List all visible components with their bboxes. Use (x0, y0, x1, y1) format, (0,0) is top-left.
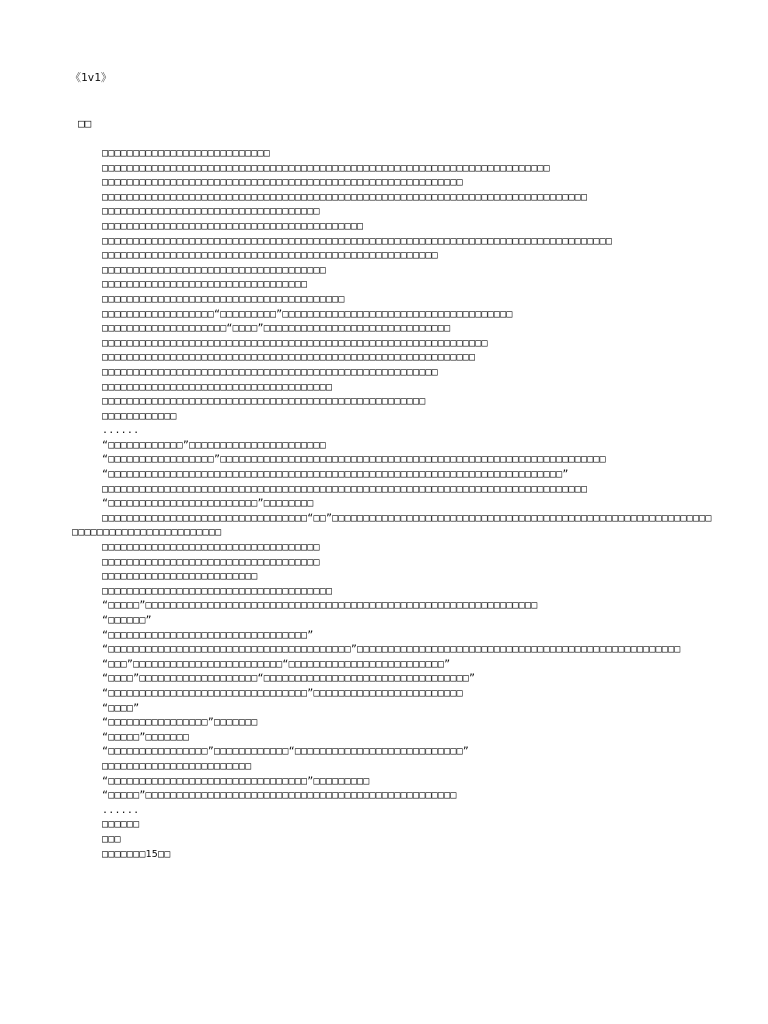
paragraph: “□□□□□”□□□□□□□□□□□□□□□□□□□□□□□□□□□□□□□□□□□□□□□□□□□□□□□□□□ (102, 790, 457, 802)
paragraph: “□□□”□□□□□□□□□□□□□□□□□□□□□□□□“□□□□□□□□□□□□□□□□□□□□□□□□□” (102, 658, 451, 670)
paragraph: “□□□□□□□□□□□□□□□□□□□□□□□□”□□□□□□□□ (102, 498, 314, 510)
author-name: □□ (78, 117, 92, 130)
paragraph: □□□□□□□□□□□□□□□□□□□□□□□□□□□□□□□□□“□□”□□□□□□□□□□□□□□□□□□□□□□□□□□□□□□□□□□□□□□□□□□□□□□□□□□□□□□□□□□□□□□□□□□□□□□□□□□□□□□□□□□□□□ (72, 512, 712, 539)
paragraph: “□□□□□”□□□□□□□□□□□□□□□□□□□□□□□□□□□□□□□□□□□□□□□□□□□□□□□□□□□□□□□□□□□□□□□ (102, 600, 538, 612)
paragraph: □□□□□□□□□□□□□□□□□□□□□□□□□□□□□□□□□□□□□□□□□□□□□□□□□□□□□□□□□□□□□□□□□□□□□□□□ (102, 162, 550, 174)
paragraph: □□□□□□□□□□□□□□□□□□□□□□□□□□□□□□□□□□□□□□□□□□□□□□□□□□□□□□ (102, 366, 438, 378)
document-title: 《1v1》 (70, 71, 112, 84)
paragraph: □□□□□□□□□□□□□□□□□□□□□□□□□□□ (102, 148, 270, 159)
paragraph: “□□□□□□□□□□□□”□□□□□□□□□□□□□□□□□□□□□□ (102, 439, 326, 451)
paragraph: □□□□□□□□□□□□□□□□□□□□□□□□□ (102, 571, 258, 583)
paragraph: “□□□□□”□□□□□□□ (102, 731, 190, 743)
paragraph: “□□□□□□□□□□□□□□□□□□□□□□□□□□□□□□□□” (102, 629, 314, 641)
paragraph: □□□□□□□□□□□□□□□□□□□□□□□□□□□□□□□□□□□□□ (102, 585, 333, 597)
paragraph: ...... (102, 804, 140, 816)
paragraph: □□□□□□□□□□□□□□□□□□□□□□□□□□□□□□□□□□□□□ (102, 381, 333, 393)
paragraph: □□□□□□ (102, 819, 140, 831)
paragraph: “□□□□”□□□□□□□□□□□□□□□□□□□“□□□□□□□□□□□□□□□□□□□□□□□□□□□□□□□□□” (102, 673, 476, 685)
paragraph: “□□□□□□□□□□□□□□□□□□□□□□□□□□□□□□□□□□□□□□□□□□□□□□□□□□□□□□□□□□□□□□□□□□□□□□□□□” (102, 469, 569, 481)
paragraph: “□□□□” (102, 702, 140, 714)
paragraph: □□□□□□□15□□ (102, 848, 171, 860)
paragraph: □□□□□□□□□□□□□□□□□□□□□□□□□□□□□□□□□□□□□□□□□□□□□□□□□□□□ (102, 396, 426, 408)
paragraph: “□□□□□□□□□□□□□□□□□□□□□□□□□□□□□□□□□□□□□□□”□□□□□□□□□□□□□□□□□□□□□□□□□□□□□□□□□□□□□□□□□□□□□□□□□□□□ (102, 644, 681, 656)
paragraph: □□□□□□□□□□□□□□□□□□□□□□□□□□□□□□□□□□□□□□□□□□□□□□□□□□□□□□□□□□□□□□□□□□□□□□□□□□□□□□ (102, 191, 588, 203)
paragraph: □□□□□□□□□□□□□□□□□□□□□□□□□□□□□□□□□□□□□□□□□□□□□□□□□□□□□□□□□□□□□□□□□□□□□□□□□□□□□□ (102, 483, 588, 495)
paragraph: “□□□□□□□□□□□□□□□□”□□□□□□□□□□□□“□□□□□□□□□□□□□□□□□□□□□□□□□□□” (102, 746, 470, 758)
paragraph: “□□□□□□” (102, 615, 152, 626)
paragraph: “□□□□□□□□□□□□□□□□□”□□□□□□□□□□□□□□□□□□□□□□□□□□□□□□□□□□□□□□□□□□□□□□□□□□□□□□□□□□□□□□ (102, 454, 606, 466)
paragraph: ...... (102, 425, 140, 437)
paragraph: □□□ (102, 833, 121, 845)
paragraph: “□□□□□□□□□□□□□□□□”□□□□□□□ (102, 717, 258, 729)
paragraph: □□□□□□□□□□□□□□□□□□□□□□□□□□□□□□□□□□□ (102, 556, 320, 568)
paragraph: □□□□□□□□□□□□□□□□□□□□□□□□□□□□□□□□□□□□□□□ (102, 293, 345, 305)
paragraph: □□□□□□□□□□□□□□□□□□□□□□□□□□□□□□□□□□□□□□□□□□□□□□□□□□□□□□ (102, 250, 438, 262)
paragraph: □□□□□□□□□□□□□□□□□□□□□□□□□□□□□□□□□ (102, 279, 308, 291)
paragraph: □□□□□□□□□□□□□□□□□□□□□□□□□□□□□□□□□□□□□□□□□□ (102, 220, 364, 232)
paragraph: “□□□□□□□□□□□□□□□□□□□□□□□□□□□□□□□□”□□□□□□□□□□□□□□□□□□□□□□□□ (102, 687, 463, 699)
paragraph: □□□□□□□□□□□□□□□□□□“□□□□□□□□□”□□□□□□□□□□□□□□□□□□□□□□□□□□□□□□□□□□□□□ (102, 308, 513, 320)
paragraph: □□□□□□□□□□□□□□□□□□□□□□□□□□□□□□□□□□□ (102, 542, 320, 554)
paragraph: □□□□□□□□□□□□ (102, 410, 177, 422)
paragraph: □□□□□□□□□□□□□□□□□□□□“□□□□”□□□□□□□□□□□□□□□□□□□□□□□□□□□□□□ (102, 323, 451, 335)
paragraph: “□□□□□□□□□□□□□□□□□□□□□□□□□□□□□□□□”□□□□□□□□□ (102, 775, 370, 787)
paragraph: □□□□□□□□□□□□□□□□□□□□□□□□□□□□□□□□□□□□□□□□□□□□□□□□□□□□□□□□□□□□□□□□□□□□□□□□□□□□□□□□□□ (102, 235, 613, 247)
body-text (72, 147, 712, 862)
paragraph: □□□□□□□□□□□□□□□□□□□□□□□□□□□□□□□□□□□□ (102, 264, 326, 276)
paragraph: □□□□□□□□□□□□□□□□□□□□□□□□□□□□□□□□□□□ (102, 206, 320, 218)
paragraph: □□□□□□□□□□□□□□□□□□□□□□□□ (102, 760, 252, 772)
paragraph: □□□□□□□□□□□□□□□□□□□□□□□□□□□□□□□□□□□□□□□□□□□□□□□□□□□□□□□□□□□□□□ (102, 337, 488, 349)
paragraph: □□□□□□□□□□□□□□□□□□□□□□□□□□□□□□□□□□□□□□□□□□□□□□□□□□□□□□□□□□ (102, 177, 463, 189)
paragraph: □□□□□□□□□□□□□□□□□□□□□□□□□□□□□□□□□□□□□□□□□□□□□□□□□□□□□□□□□□□□ (102, 352, 476, 364)
